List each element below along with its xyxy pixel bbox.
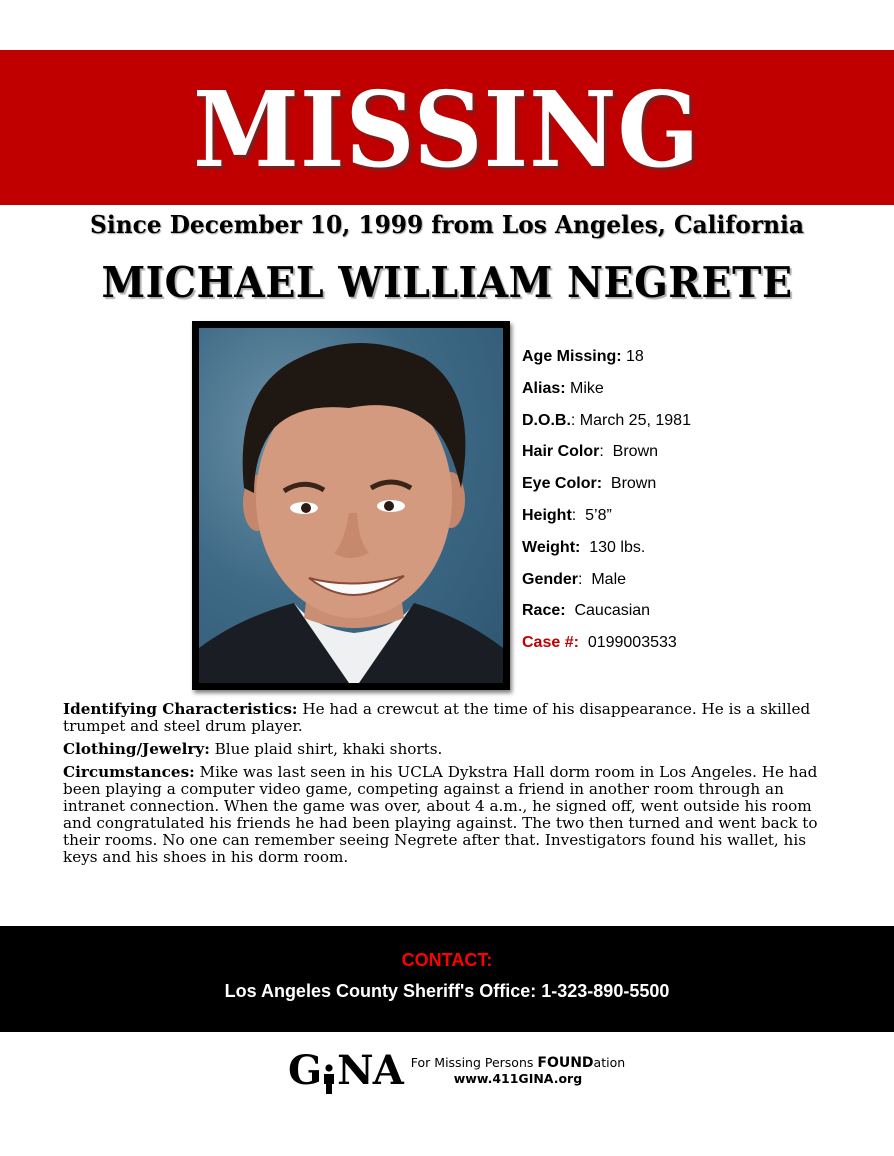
detail-age-missing: Age Missing: 18 [522,348,644,365]
detail-eye-color: Eye Color: Brown [522,475,657,493]
person-portrait-icon [199,328,503,683]
missing-banner [0,50,894,205]
gina-logo [288,1048,625,1094]
detail-height: Height: 5’8” [522,506,612,524]
detail-dob: D.O.B.: March 25, 1981 [522,411,691,429]
gina-wordmark: G NA [288,1047,403,1094]
detail-hair-color: Hair Color: Brown [522,443,659,461]
person-figure-icon [323,1061,335,1091]
banner-title: MISSING [193,67,701,191]
gina-tagline: For Missing Persons FOUNDation www.411GINA.org [410,1055,626,1086]
contact-band [0,926,894,1032]
missing-since: Since December 10, 1999 from Los Angeles, California [90,210,804,239]
description [63,701,833,872]
detail-case-number: Case #: 0199003533 [522,634,677,652]
details-list [522,345,691,663]
detail-race: Race: Caucasian [522,602,651,620]
circumstances: Circumstances: Mike was last seen in his UCLA Dykstra Hall dorm room in Los Angeles. He had been playing a computer video game, competing against a friend in another room through an intranet connection. When the game was over, about 4 a.m., he signed off, went outside his room and congratulated his friends he had been playing against. The two then turned and went back to their rooms. No one can remember seeing Negrete after that. Investigators found his wallet, his keys and his shoes in his dorm room. [63,763,818,866]
clothing-jewelry: Clothing/Jewelry: Blue plaid shirt, khaki shorts. [63,740,443,758]
contact-label: CONTACT: [401,950,493,970]
person-name: MICHAEL WILLIAM NEGRETE [101,258,793,307]
contact-info: Los Angeles County Sheriff's Office: 1-323-890-5500 [224,981,670,1001]
gina-website: www.411GINA.org [453,1071,583,1086]
identifying-characteristics: Identifying Characteristics: He had a crewcut at the time of his disappearance. He is a skilled trumpet and steel drum player. [63,700,811,735]
detail-gender: Gender: Male [522,570,627,588]
person-photo [199,328,503,683]
detail-alias: Alias: Mike [522,379,604,397]
photo-frame [192,321,510,690]
detail-weight: Weight: 130 lbs. [522,538,646,556]
